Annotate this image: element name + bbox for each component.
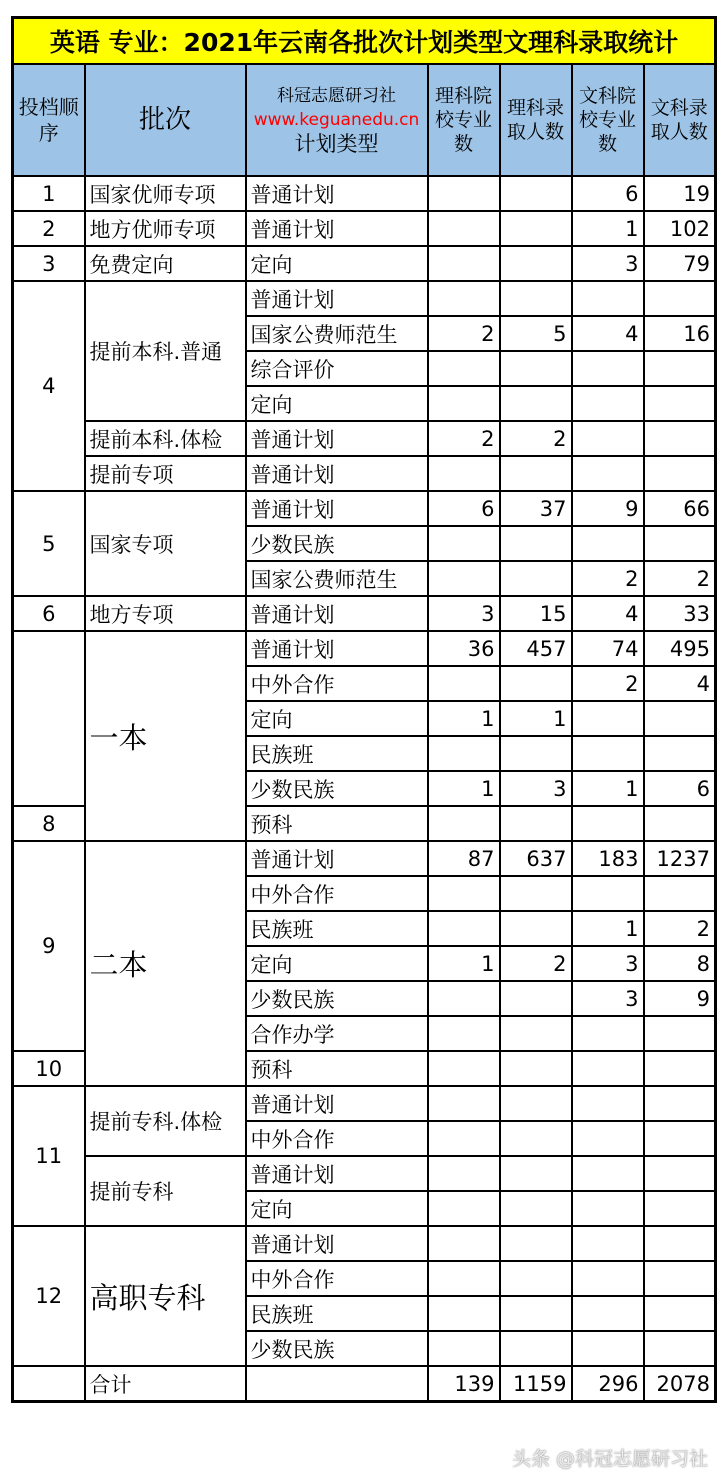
plan-cell: 普通计划 [246, 421, 428, 456]
sci-admitted-cell [500, 1016, 572, 1051]
table-row [13, 456, 716, 491]
batch-cell: 国家专项 [85, 491, 246, 596]
arts-schools-cell [572, 1191, 644, 1226]
sci-schools-cell [428, 281, 500, 316]
sci-schools-cell [428, 561, 500, 596]
sci-admitted-cell [500, 1296, 572, 1331]
header-plan-label: 计划类型 [294, 132, 379, 156]
arts-admitted-cell [644, 456, 716, 491]
sci-admitted-cell [500, 456, 572, 491]
batch-cell: 免费定向 [85, 246, 246, 281]
sci-schools-cell [428, 1226, 500, 1261]
watermark: 头条 @科冠志愿研习社 [511, 1448, 708, 1470]
plan-cell: 普通计划 [246, 1156, 428, 1191]
plan-cell: 普通计划 [246, 456, 428, 491]
sci-schools-cell: 3 [428, 596, 500, 631]
sci-schools-cell: 2 [428, 316, 500, 351]
order-cell: 8 [13, 806, 85, 841]
org-url: www.keguanedu.cn [253, 110, 420, 130]
batch-cell: 提前专项 [85, 456, 246, 491]
sci-admitted-cell: 15 [500, 596, 572, 631]
order-cell: 2 [13, 211, 85, 246]
table-row [13, 596, 716, 631]
sci-schools-cell [428, 736, 500, 771]
arts-admitted-cell: 66 [644, 491, 716, 526]
plan-cell: 国家公费师范生 [246, 316, 428, 351]
arts-schools-cell: 2 [572, 561, 644, 596]
arts-admitted-cell: 6 [644, 771, 716, 806]
sci-schools-cell [428, 526, 500, 561]
sci-admitted-cell [500, 1191, 572, 1226]
sci-schools-cell: 1 [428, 771, 500, 806]
arts-admitted-cell [644, 1331, 716, 1366]
sci-schools-cell: 6 [428, 491, 500, 526]
order-cell: 5 [13, 491, 85, 596]
sci-admitted-cell [500, 1086, 572, 1121]
arts-schools-cell [572, 1296, 644, 1331]
header-row [13, 64, 716, 176]
order-cell: 9 [13, 841, 85, 1051]
sci-schools-cell: 2 [428, 421, 500, 456]
arts-schools-cell [572, 876, 644, 911]
sci-schools-cell [428, 176, 500, 211]
sci-admitted-cell [500, 1331, 572, 1366]
sci-schools-cell [428, 1261, 500, 1296]
table-row [13, 1156, 716, 1191]
sci-admitted-cell [500, 176, 572, 211]
sci-schools-cell [428, 456, 500, 491]
plan-cell: 预科 [246, 1051, 428, 1086]
plan-cell: 民族班 [246, 1296, 428, 1331]
arts-schools-cell: 3 [572, 946, 644, 981]
sci-admitted-cell [500, 561, 572, 596]
order-cell: 10 [13, 1051, 85, 1086]
sci-schools-cell [428, 1296, 500, 1331]
order-cell: 4 [13, 281, 85, 491]
table-row [13, 281, 716, 316]
sci-admitted-cell [500, 981, 572, 1016]
arts-schools-cell [572, 456, 644, 491]
org-name: 科冠志愿研习社 [277, 86, 396, 106]
arts-schools-cell: 1 [572, 211, 644, 246]
arts-schools-cell: 4 [572, 596, 644, 631]
plan-cell: 民族班 [246, 911, 428, 946]
sci-schools-cell [428, 1156, 500, 1191]
sci-admitted-cell [500, 666, 572, 701]
batch-cell: 提前本科.普通 [85, 281, 246, 421]
batch-cell: 合计 [85, 1366, 246, 1402]
table-row [13, 841, 716, 876]
sci-schools-cell [428, 246, 500, 281]
sci-schools-cell: 1 [428, 946, 500, 981]
sci-schools-cell [428, 1016, 500, 1051]
sci-schools-cell: 1 [428, 701, 500, 736]
plan-cell: 合作办学 [246, 1016, 428, 1051]
arts-admitted-cell: 2 [644, 561, 716, 596]
arts-schools-cell [572, 1226, 644, 1261]
arts-schools-cell: 296 [572, 1366, 644, 1402]
sci-schools-cell: 36 [428, 631, 500, 666]
plan-cell: 民族班 [246, 736, 428, 771]
sci-admitted-cell: 37 [500, 491, 572, 526]
arts-admitted-cell [644, 701, 716, 736]
plan-cell: 普通计划 [246, 1086, 428, 1121]
arts-schools-cell: 3 [572, 246, 644, 281]
arts-schools-cell: 183 [572, 841, 644, 876]
batch-cell: 地方专项 [85, 596, 246, 631]
sci-admitted-cell [500, 526, 572, 561]
arts-admitted-cell [644, 1086, 716, 1121]
batch-cell: 地方优师专项 [85, 211, 246, 246]
plan-cell [246, 1366, 428, 1402]
sci-schools-cell [428, 666, 500, 701]
arts-admitted-cell [644, 281, 716, 316]
order-cell: 1 [13, 176, 85, 211]
header-arts-admitted: 文科录取人数 [644, 64, 716, 176]
sci-admitted-cell [500, 806, 572, 841]
plan-cell: 普通计划 [246, 596, 428, 631]
arts-admitted-cell [644, 806, 716, 841]
sci-admitted-cell [500, 876, 572, 911]
arts-admitted-cell: 16 [644, 316, 716, 351]
plan-cell: 普通计划 [246, 841, 428, 876]
arts-admitted-cell [644, 526, 716, 561]
batch-cell: 二本 [85, 841, 246, 1086]
plan-cell: 定向 [246, 1191, 428, 1226]
arts-schools-cell [572, 1261, 644, 1296]
arts-admitted-cell [644, 1051, 716, 1086]
arts-admitted-cell [644, 1296, 716, 1331]
arts-admitted-cell: 2 [644, 911, 716, 946]
plan-cell: 国家公费师范生 [246, 561, 428, 596]
arts-schools-cell [572, 736, 644, 771]
plan-cell: 少数民族 [246, 981, 428, 1016]
order-cell: 11 [13, 1086, 85, 1226]
sci-admitted-cell [500, 911, 572, 946]
sci-schools-cell [428, 1191, 500, 1226]
arts-admitted-cell [644, 421, 716, 456]
arts-schools-cell [572, 526, 644, 561]
order-cell: 6 [13, 596, 85, 631]
sci-schools-cell [428, 386, 500, 421]
arts-schools-cell [572, 1121, 644, 1156]
arts-schools-cell: 6 [572, 176, 644, 211]
order-cell [13, 1366, 85, 1402]
arts-schools-cell [572, 806, 644, 841]
plan-cell: 普通计划 [246, 176, 428, 211]
sci-schools-cell [428, 876, 500, 911]
sci-admitted-cell [500, 386, 572, 421]
arts-schools-cell [572, 386, 644, 421]
table-title: 英语 专业：2021年云南各批次计划类型文理科录取统计 [13, 18, 716, 65]
sci-admitted-cell [500, 281, 572, 316]
arts-schools-cell: 1 [572, 771, 644, 806]
arts-schools-cell: 2 [572, 666, 644, 701]
sci-admitted-cell: 5 [500, 316, 572, 351]
arts-admitted-cell: 33 [644, 596, 716, 631]
sci-admitted-cell: 637 [500, 841, 572, 876]
order-cell [13, 631, 85, 806]
plan-cell: 少数民族 [246, 1331, 428, 1366]
plan-cell: 少数民族 [246, 771, 428, 806]
sci-admitted-cell [500, 246, 572, 281]
header-sci-admitted: 理科录取人数 [500, 64, 572, 176]
batch-cell: 国家优师专项 [85, 176, 246, 211]
arts-admitted-cell [644, 736, 716, 771]
plan-cell: 中外合作 [246, 666, 428, 701]
arts-schools-cell: 1 [572, 911, 644, 946]
sci-admitted-cell: 3 [500, 771, 572, 806]
plan-cell: 定向 [246, 946, 428, 981]
arts-admitted-cell: 8 [644, 946, 716, 981]
sci-admitted-cell [500, 1121, 572, 1156]
sci-schools-cell [428, 211, 500, 246]
arts-schools-cell [572, 1086, 644, 1121]
batch-cell: 提前专科 [85, 1156, 246, 1226]
arts-admitted-cell [644, 1261, 716, 1296]
sci-admitted-cell: 1159 [500, 1366, 572, 1402]
plan-cell: 综合评价 [246, 351, 428, 386]
arts-admitted-cell [644, 1016, 716, 1051]
table-row [13, 1226, 716, 1261]
sci-schools-cell [428, 1086, 500, 1121]
arts-admitted-cell [644, 876, 716, 911]
batch-cell: 一本 [85, 631, 246, 841]
order-cell: 12 [13, 1226, 85, 1366]
arts-admitted-cell [644, 1226, 716, 1261]
batch-cell: 提前专科.体检 [85, 1086, 246, 1156]
arts-schools-cell [572, 421, 644, 456]
sci-schools-cell: 87 [428, 841, 500, 876]
sci-admitted-cell: 1 [500, 701, 572, 736]
arts-schools-cell: 3 [572, 981, 644, 1016]
sci-admitted-cell [500, 351, 572, 386]
sci-admitted-cell: 2 [500, 421, 572, 456]
table-row [13, 176, 716, 211]
sci-schools-cell [428, 1051, 500, 1086]
table-row [13, 631, 716, 666]
plan-cell: 中外合作 [246, 876, 428, 911]
arts-admitted-cell [644, 351, 716, 386]
table-row [13, 211, 716, 246]
sci-admitted-cell: 2 [500, 946, 572, 981]
table-row [13, 1366, 716, 1402]
plan-cell: 预科 [246, 806, 428, 841]
batch-cell: 高职专科 [85, 1226, 246, 1366]
order-cell: 3 [13, 246, 85, 281]
arts-admitted-cell: 495 [644, 631, 716, 666]
sci-schools-cell [428, 806, 500, 841]
sci-admitted-cell [500, 1261, 572, 1296]
arts-admitted-cell [644, 1191, 716, 1226]
arts-schools-cell: 4 [572, 316, 644, 351]
sci-schools-cell [428, 1331, 500, 1366]
header-order: 投档顺序 [13, 64, 85, 176]
title-row [13, 18, 716, 65]
arts-schools-cell [572, 1051, 644, 1086]
arts-schools-cell: 74 [572, 631, 644, 666]
arts-admitted-cell: 1237 [644, 841, 716, 876]
arts-admitted-cell: 4 [644, 666, 716, 701]
table-row [13, 421, 716, 456]
arts-admitted-cell: 2078 [644, 1366, 716, 1402]
header-arts-schools: 文科院校专业数 [572, 64, 644, 176]
admission-stats-table [11, 16, 717, 1403]
table-row [13, 491, 716, 526]
plan-cell: 普通计划 [246, 281, 428, 316]
batch-cell: 提前本科.体检 [85, 421, 246, 456]
arts-admitted-cell [644, 386, 716, 421]
arts-admitted-cell [644, 1121, 716, 1156]
sci-admitted-cell: 457 [500, 631, 572, 666]
sci-admitted-cell [500, 736, 572, 771]
plan-cell: 中外合作 [246, 1261, 428, 1296]
plan-cell: 少数民族 [246, 526, 428, 561]
plan-cell: 中外合作 [246, 1121, 428, 1156]
sci-schools-cell [428, 981, 500, 1016]
sci-schools-cell: 139 [428, 1366, 500, 1402]
sci-admitted-cell [500, 1051, 572, 1086]
header-plan [246, 64, 428, 176]
arts-schools-cell: 9 [572, 491, 644, 526]
arts-schools-cell [572, 1156, 644, 1191]
header-batch: 批次 [85, 64, 246, 176]
plan-cell: 普通计划 [246, 211, 428, 246]
arts-schools-cell [572, 1016, 644, 1051]
arts-admitted-cell: 19 [644, 176, 716, 211]
sci-schools-cell [428, 351, 500, 386]
sci-admitted-cell [500, 1156, 572, 1191]
header-sci-schools: 理科院校专业数 [428, 64, 500, 176]
arts-schools-cell [572, 1331, 644, 1366]
sci-admitted-cell [500, 1226, 572, 1261]
arts-admitted-cell: 9 [644, 981, 716, 1016]
plan-cell: 普通计划 [246, 1226, 428, 1261]
plan-cell: 普通计划 [246, 631, 428, 666]
arts-admitted-cell: 102 [644, 211, 716, 246]
table-row [13, 246, 716, 281]
plan-cell: 定向 [246, 386, 428, 421]
sci-schools-cell [428, 1121, 500, 1156]
arts-admitted-cell: 79 [644, 246, 716, 281]
plan-cell: 普通计划 [246, 491, 428, 526]
plan-cell: 定向 [246, 246, 428, 281]
sci-schools-cell [428, 911, 500, 946]
arts-schools-cell [572, 281, 644, 316]
plan-cell: 定向 [246, 701, 428, 736]
arts-admitted-cell [644, 1156, 716, 1191]
arts-schools-cell [572, 701, 644, 736]
table-row [13, 1086, 716, 1121]
arts-schools-cell [572, 351, 644, 386]
sci-admitted-cell [500, 211, 572, 246]
